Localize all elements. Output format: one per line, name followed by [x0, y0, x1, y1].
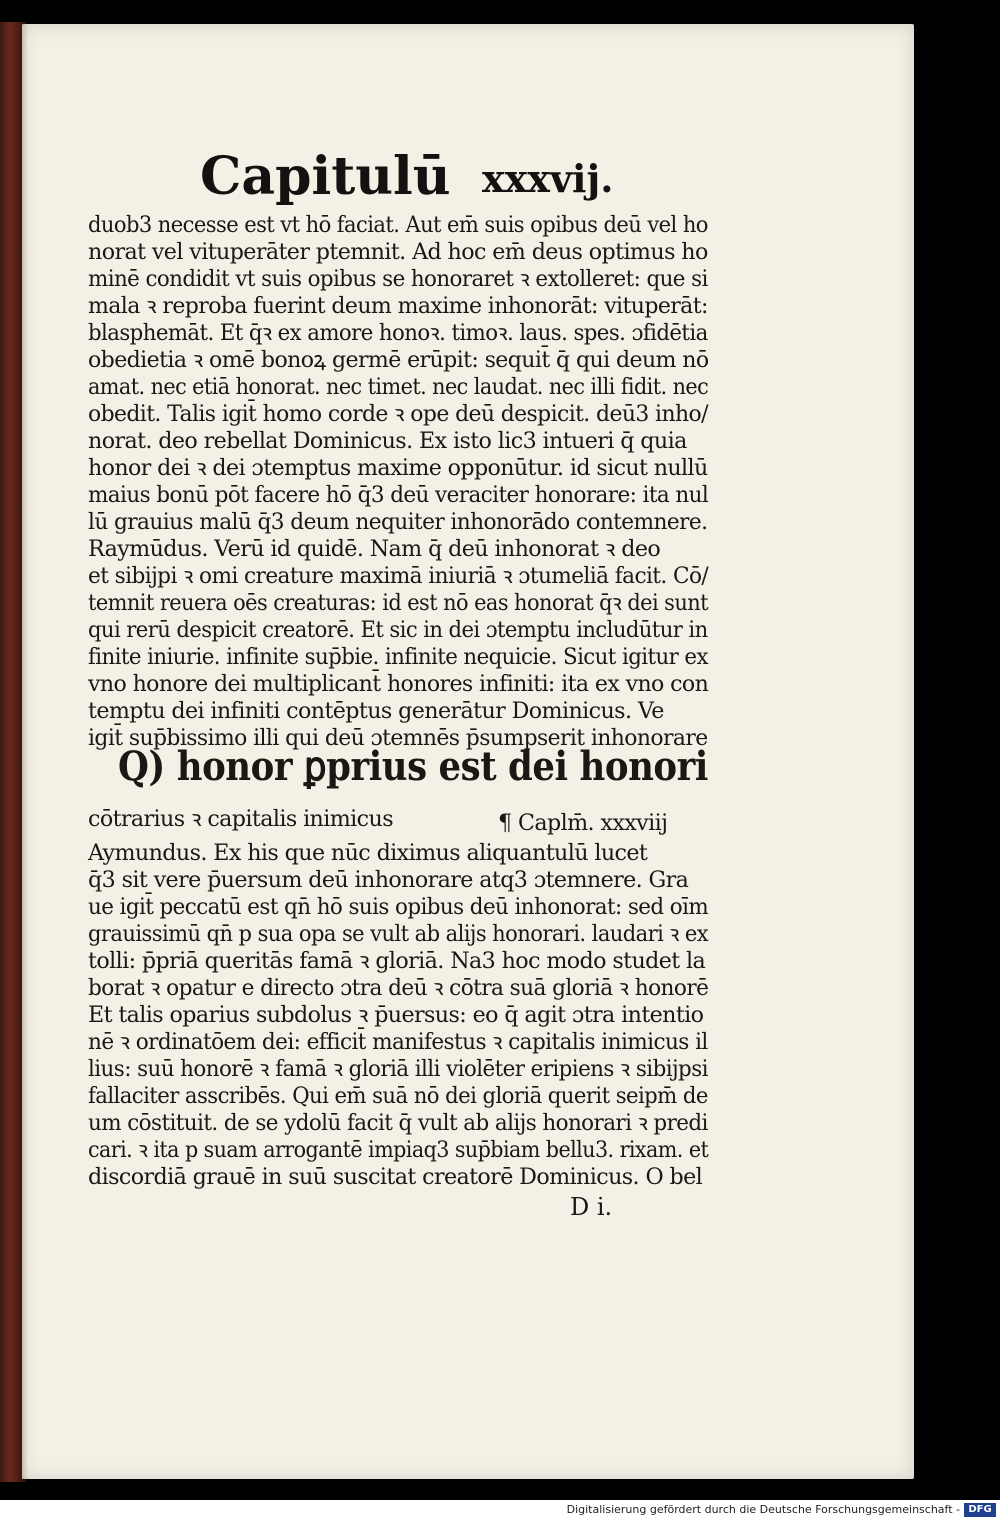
text-line: duob3 necesse est vt hō faciat. Aut em̄ suis opibus deū vel ho: [88, 212, 708, 238]
chapter-heading-word: Capitulū: [200, 146, 451, 207]
text-line: amat. nec etiā honorat. nec timet. nec laudat. nec illi fidit. nec: [88, 374, 709, 400]
text-line: lū grauius malū q̄3 deum nequiter inhonorādo contemnere.: [88, 509, 708, 535]
footer-bar: [0, 1500, 1000, 1521]
section-subtitle: cōtrarius ꝛ capitalis inimicus: [88, 806, 393, 832]
text-line: honor dei ꝛ dei ɔtemptus maxime opponūtur. id sicut nullū: [88, 455, 708, 481]
section-title: Q) honor ꝑprius est dei honori: [118, 743, 708, 790]
text-line: temptu dei infiniti contēptus generātur Dominicus. Ve: [88, 698, 664, 724]
text-line: vno honore dei multiplicant̄ honores infiniti: ita ex vno con: [88, 671, 709, 697]
chapter-heading: [200, 146, 620, 207]
text-line: obedit. Talis igit̄ homo corde ꝛ ope deū despicit. deū3 inho/: [88, 401, 708, 427]
text-line: obedietia ꝛ omē bonoꝝ germē erūpit: sequit̄ q̄ qui deum nō: [88, 347, 709, 373]
text-line: tolli: p̄priā queritās famā ꝛ gloriā. Na3 hoc modo studet la: [88, 948, 706, 974]
text-line: qui rerū despicit creatorē. Et sic in dei ɔtemptu includūtur in: [88, 617, 708, 643]
text-line: temnit reuera oēs creaturas: id est nō eas honorat q̄ꝛ dei sunt: [88, 590, 708, 616]
text-line: blasphemāt. Et q̄ꝛ ex amore honoꝛ. timoꝛ. laus. spes. ɔfidētia: [88, 320, 708, 346]
dfg-logo[interactable]: DFG: [964, 1503, 996, 1517]
text-line: norat vel vituperāter ptemnit. Ad hoc em̄ deus optimus ho: [88, 239, 708, 265]
text-line: finite iniurie. infinite sup̄bie. infinite nequicie. Sicut igitur ex: [88, 644, 708, 670]
text-line: Raymūdus. Verū id quidē. Nam q̄ deū inhonorat ꝛ deo: [88, 536, 661, 562]
text-line: mala ꝛ reproba fuerint deum maxime inhonorāt: vituperāt:: [88, 293, 708, 319]
chapter-label: ¶ Caplm̄. xxxviij: [498, 810, 668, 836]
funding-notice: Digitalisierung gefördert durch die Deutsche Forschungsgemeinschaft -: [566, 1503, 960, 1516]
signature-mark: D i.: [570, 1193, 613, 1221]
text-line: grauissimū qn̄ p sua opa se vult ab alijs honorari. laudari ꝛ ex: [88, 921, 709, 947]
text-line: Aymundus. Ex his que nūc diximus aliquantulū lucet: [88, 840, 648, 866]
text-line: fallaciter asscribēs. Qui em̄ suā nō dei gloriā querit seipm̄ de: [88, 1083, 708, 1109]
text-line: nē ꝛ ordinatōem dei: efficit̄ manifestus ꝛ capitalis inimicus il: [88, 1029, 708, 1055]
text-line: et sibijpi ꝛ omi creature maximā iniuriā ꝛ ɔtumeliā facit. Cō/: [88, 563, 709, 589]
text-line: Et talis oparius subdolus ꝛ p̄uersus: eo q̄ agit ɔtra intentio: [88, 1002, 704, 1028]
text-line: norat. deo rebellat Dominicus. Ex isto lic3 intueri q̄ quia: [88, 428, 687, 454]
text-line: igit̄ sup̄bissimo illi qui deū ɔtemnēs p̄sumpserit inhonorare: [88, 725, 708, 751]
text-line: discordiā grauē in suū suscitat creatorē Dominicus. O bel: [88, 1164, 703, 1190]
text-line: q̄3 sit vere p̄uersum deū inhonorare atq3 ɔtemnere. Gra: [88, 867, 689, 893]
text-line: cari. ꝛ ita p suam arrogantē impiaq3 sup̄biam bellu3. rixam. et: [88, 1137, 709, 1163]
text-line: minē condidit vt suis opibus se honoraret ꝛ extolleret: que si: [88, 266, 708, 292]
text-line: lius: suū honorē ꝛ famā ꝛ gloriā illi violēter eripiens ꝛ sibijpsi: [88, 1056, 708, 1082]
text-line: maius bonū pōt facere hō q̄3 deū veraciter honorare: ita nul: [88, 482, 709, 508]
text-line: borat ꝛ opatur e directo ɔtra deū ꝛ cōtra suā gloriā ꝛ honorē: [88, 975, 709, 1001]
page-gutter-shadow: [22, 24, 28, 1479]
text-line: ue igit̄ peccatū est qn̄ hō suis opibus deū inhonorat: sed oīm: [88, 894, 709, 920]
chapter-heading-number: xxxvij.: [482, 156, 614, 201]
text-line: um cōstituit. de se ydolū facit q̄ vult ab alijs honorari ꝛ predi: [88, 1110, 708, 1136]
